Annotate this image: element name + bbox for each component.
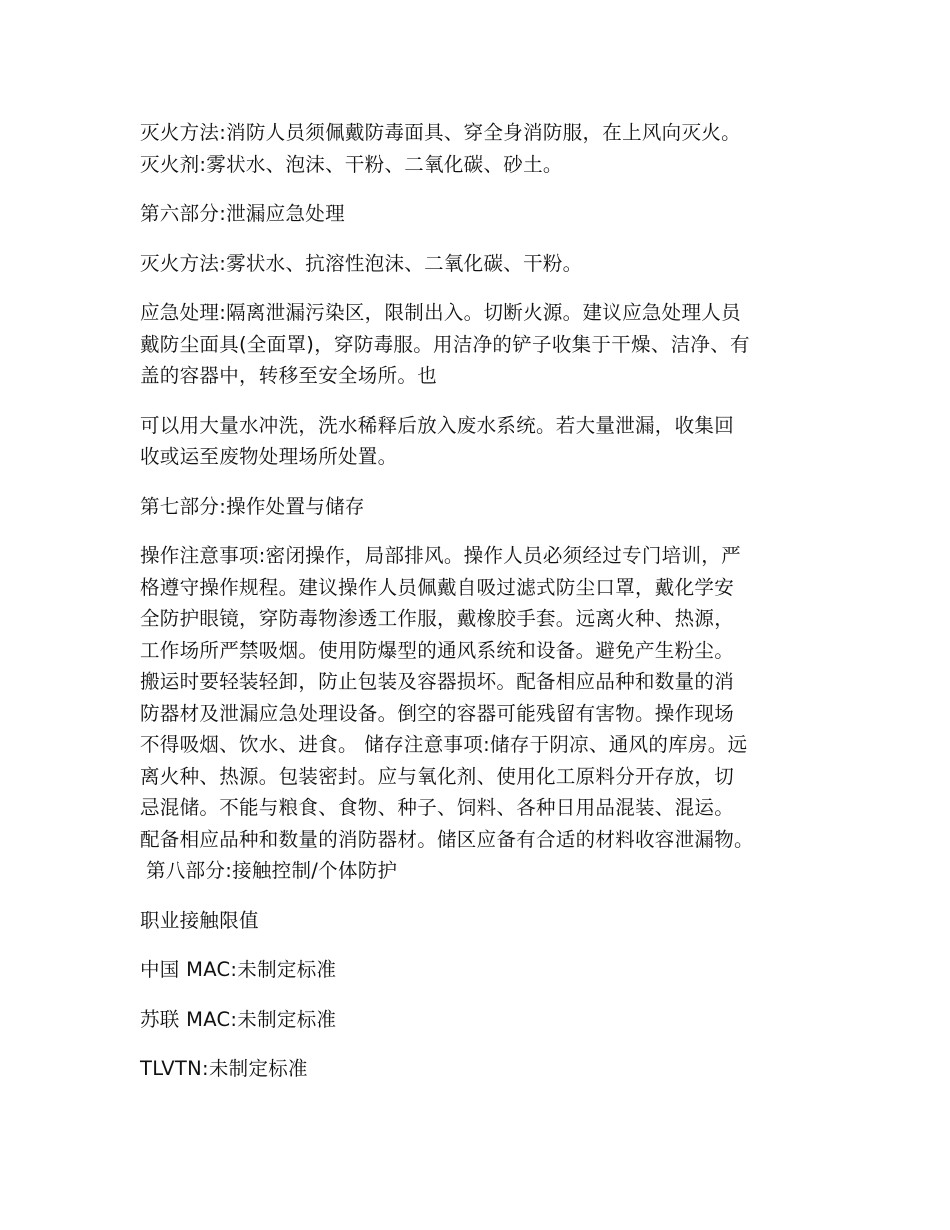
text-line: TLVTN:未制定标准 (140, 1057, 308, 1080)
section-heading-part-6 (140, 198, 820, 230)
paragraph-exposure-limits-label (140, 905, 820, 937)
text-line: 格遵守操作规程。建议操作人员佩戴自吸过滤式防尘口罩，戴化学安 (140, 575, 735, 599)
paragraph-emergency-response (140, 297, 820, 392)
text-line: 工作场所严禁吸烟。使用防爆型的通风系统和设备。避免产生粉尘。 (140, 638, 735, 662)
paragraph-china-mac (140, 954, 820, 986)
paragraph-tlvtn (140, 1053, 820, 1085)
text-line: 灭火剂:雾状水、泡沫、干粉、二氧化碳、砂土。 (140, 152, 563, 176)
text-line: 中国 MAC:未制定标准 (140, 958, 337, 981)
text-line: 忌混储。不能与粮食、食物、种子、饲料、各种日用品混装、混运。 (140, 796, 735, 819)
section-heading-part-8: 第八部分:接触控制/个体防护 (146, 859, 398, 882)
text-line: 盖的容器中，转移至安全场所。也 (140, 364, 438, 387)
text-line: 配备相应品种和数量的消防器材。储区应备有合适的材料收容泄漏物。 (140, 827, 754, 851)
text-line: 戴防尘面具(全面罩)，穿防毒服。用洁净的铲子收集于干燥、洁净、有 (140, 332, 750, 356)
text-line: 可以用大量水冲洗，洗水稀释后放入废水系统。若大量泄漏，收集回 (140, 413, 735, 437)
text-line: 防器材及泄漏应急处理设备。倒空的容器可能残留有害物。操作现场 (140, 701, 735, 725)
text-line: 收或运至废物处理场所处置。 (140, 445, 398, 468)
text-line: 职业接触限值 (140, 908, 259, 932)
text-line: 第六部分:泄漏应急处理 (140, 202, 345, 225)
text-line: 操作注意事项:密闭操作，局部排风。操作人员必须经过专门培训，严 (140, 544, 741, 567)
paragraph-ussr-mac (140, 1004, 820, 1036)
text-line: 应急处理:隔离泄漏污染区，限制出入。切断火源。建议应急处理人员 (140, 301, 741, 324)
section-heading-part-7 (140, 491, 820, 523)
paragraph-fire-fighting-method (140, 117, 820, 180)
text-line: 灭火方法:消防人员须佩戴防毒面具、穿全身消防服，在上风向灭火。 (140, 121, 741, 144)
paragraph-extinguishing-method (140, 248, 820, 280)
text-line: 搬运时要轻装轻卸，防止包装及容器损坏。配备相应品种和数量的消 (140, 670, 735, 693)
text-line: 苏联 MAC:未制定标准 (140, 1007, 337, 1031)
text-line: 离火种、热源。包装密封。应与氧化剂、使用化工原料分开存放，切 (140, 764, 735, 788)
paragraph-water-flush (140, 410, 820, 473)
text-line: 全防护眼镜，穿防毒物渗透工作服，戴橡胶手套。远离火种、热源， (140, 607, 735, 630)
text-line: 灭火方法:雾状水、抗溶性泡沫、二氧化碳、干粉。 (140, 251, 583, 275)
paragraph-handling-storage (140, 540, 820, 887)
document-body (140, 117, 820, 1085)
text-line: 不得吸烟、饮水、进食。 储存注意事项:储存于阴凉、通风的库房。远 (140, 733, 748, 756)
text-line: 第七部分:操作处置与储存 (140, 494, 365, 518)
